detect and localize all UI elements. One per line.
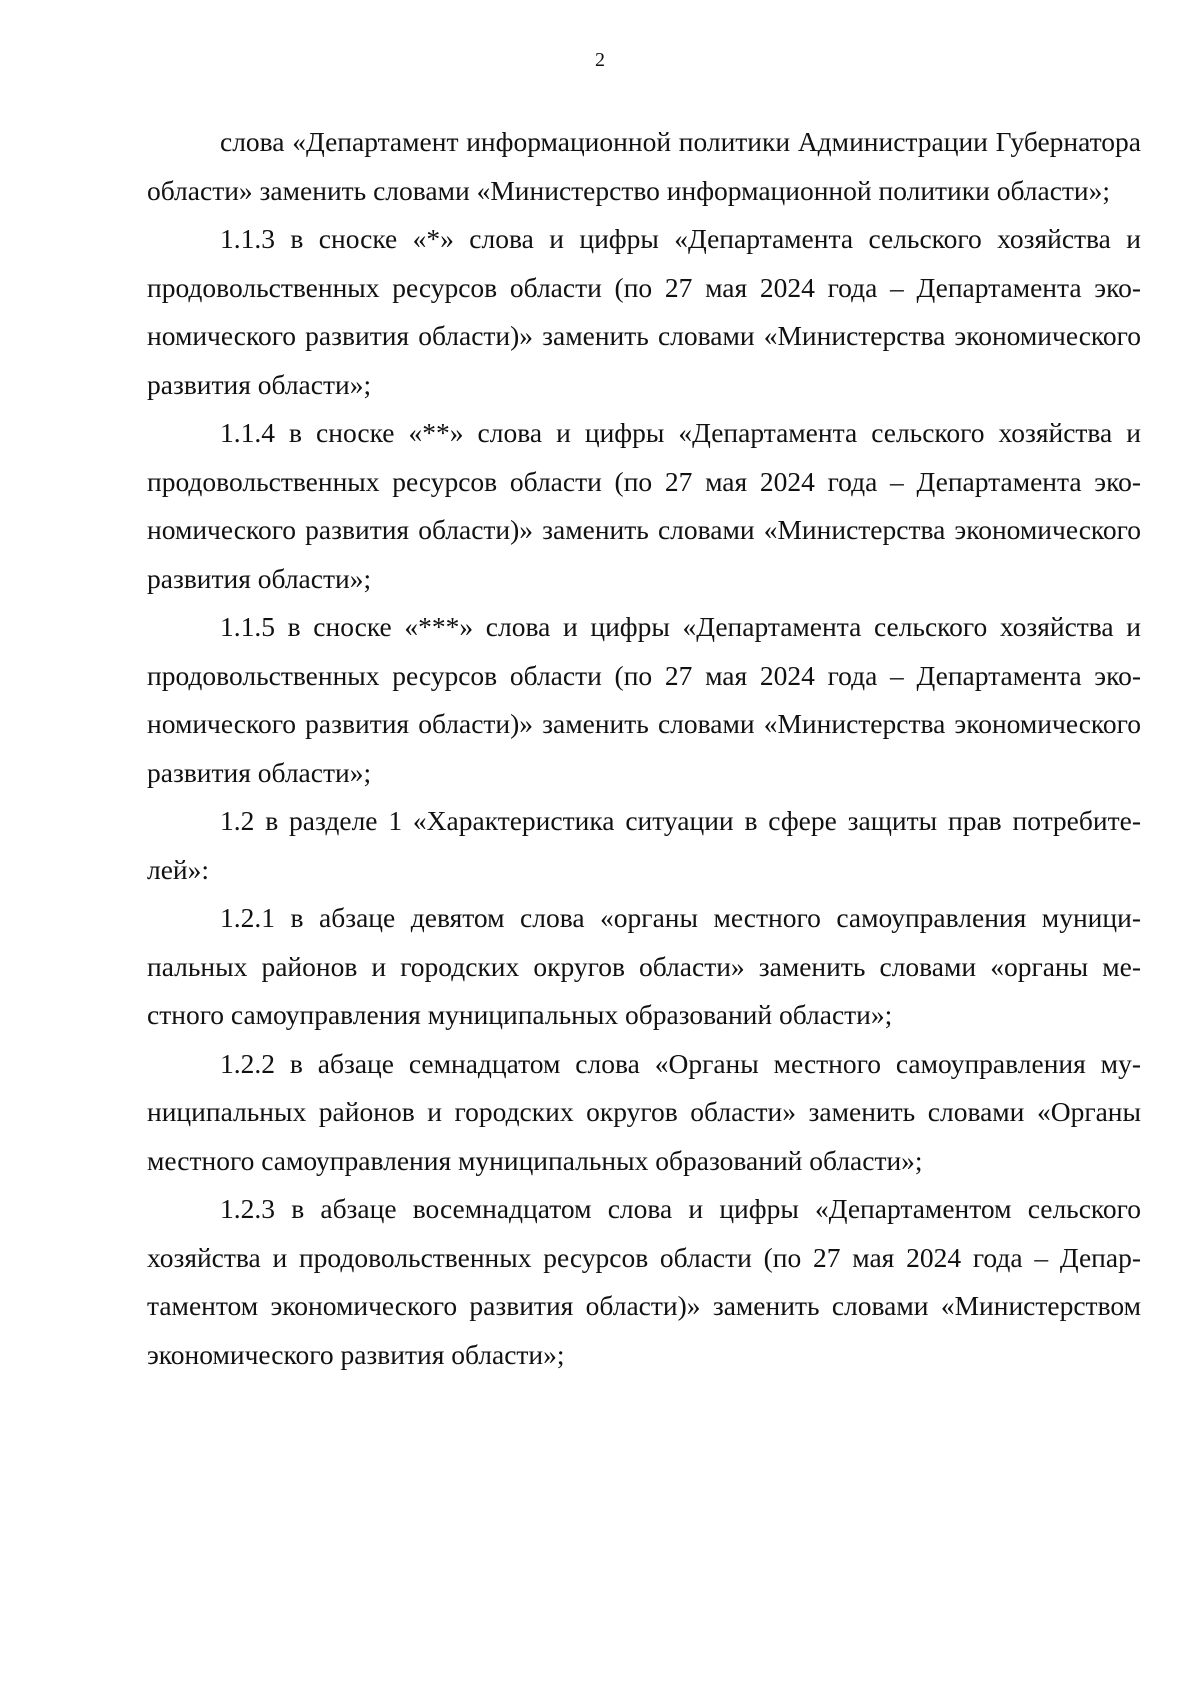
paragraph-name-change-intro: слова «Департамент информационной политики Администрации Губернатора области» заменить словами «Министерство информационной политики области»; (147, 126, 1141, 206)
paragraph-1-1-4: 1.1.4 в сноске «**» слова и цифры «Департамента сельского хозяйства и продовольственных ресурсов области (по 27 мая 2024 года – Департамента экономического развития области)» заменить словами «Министерства экономического развития области»; (147, 417, 1141, 594)
paragraph-1-1-5: 1.1.5 в сноске «***» слова и цифры «Департамента сельского хозяйства и продовольственных ресурсов области (по 27 мая 2024 года – Департамента экономического развития области)» заменить словами «Министерства экономического развития области»; (147, 611, 1141, 788)
document-body (147, 118, 1141, 1379)
page-number: 2 (595, 49, 605, 71)
paragraph-1-2: 1.2 в разделе 1 «Характеристика ситуации в сфере защиты прав потребителей»: (147, 805, 1141, 885)
paragraph-1-2-2: 1.2.2 в абзаце семнадцатом слова «Органы местного самоуправления муниципальных районов и городских округов области» заменить словами «Органы местного самоуправления муниципальных образований области»; (147, 1047, 1141, 1176)
paragraph-1-1-3: 1.1.3 в сноске «*» слова и цифры «Департамента сельского хозяйства и продовольственных ресурсов области (по 27 мая 2024 года – Департамента экономического развития области)» заменить словами «Министерства экономического развития области»; (147, 223, 1141, 400)
paragraph-1-2-3: 1.2.3 в абзаце восемнадцатом слова и цифры «Департаментом сельского хозяйства и продовольственных ресурсов области (по 27 мая 2024 года – Департаментом экономического развития области)» заменить словами «Министерством экономического развития области»; (147, 1193, 1141, 1370)
paragraph-1-2-1: 1.2.1 в абзаце девятом слова «органы местного самоуправления муниципальных районов и городских округов области» заменить словами «органы местного самоуправления муниципальных образований области»; (147, 902, 1141, 1030)
